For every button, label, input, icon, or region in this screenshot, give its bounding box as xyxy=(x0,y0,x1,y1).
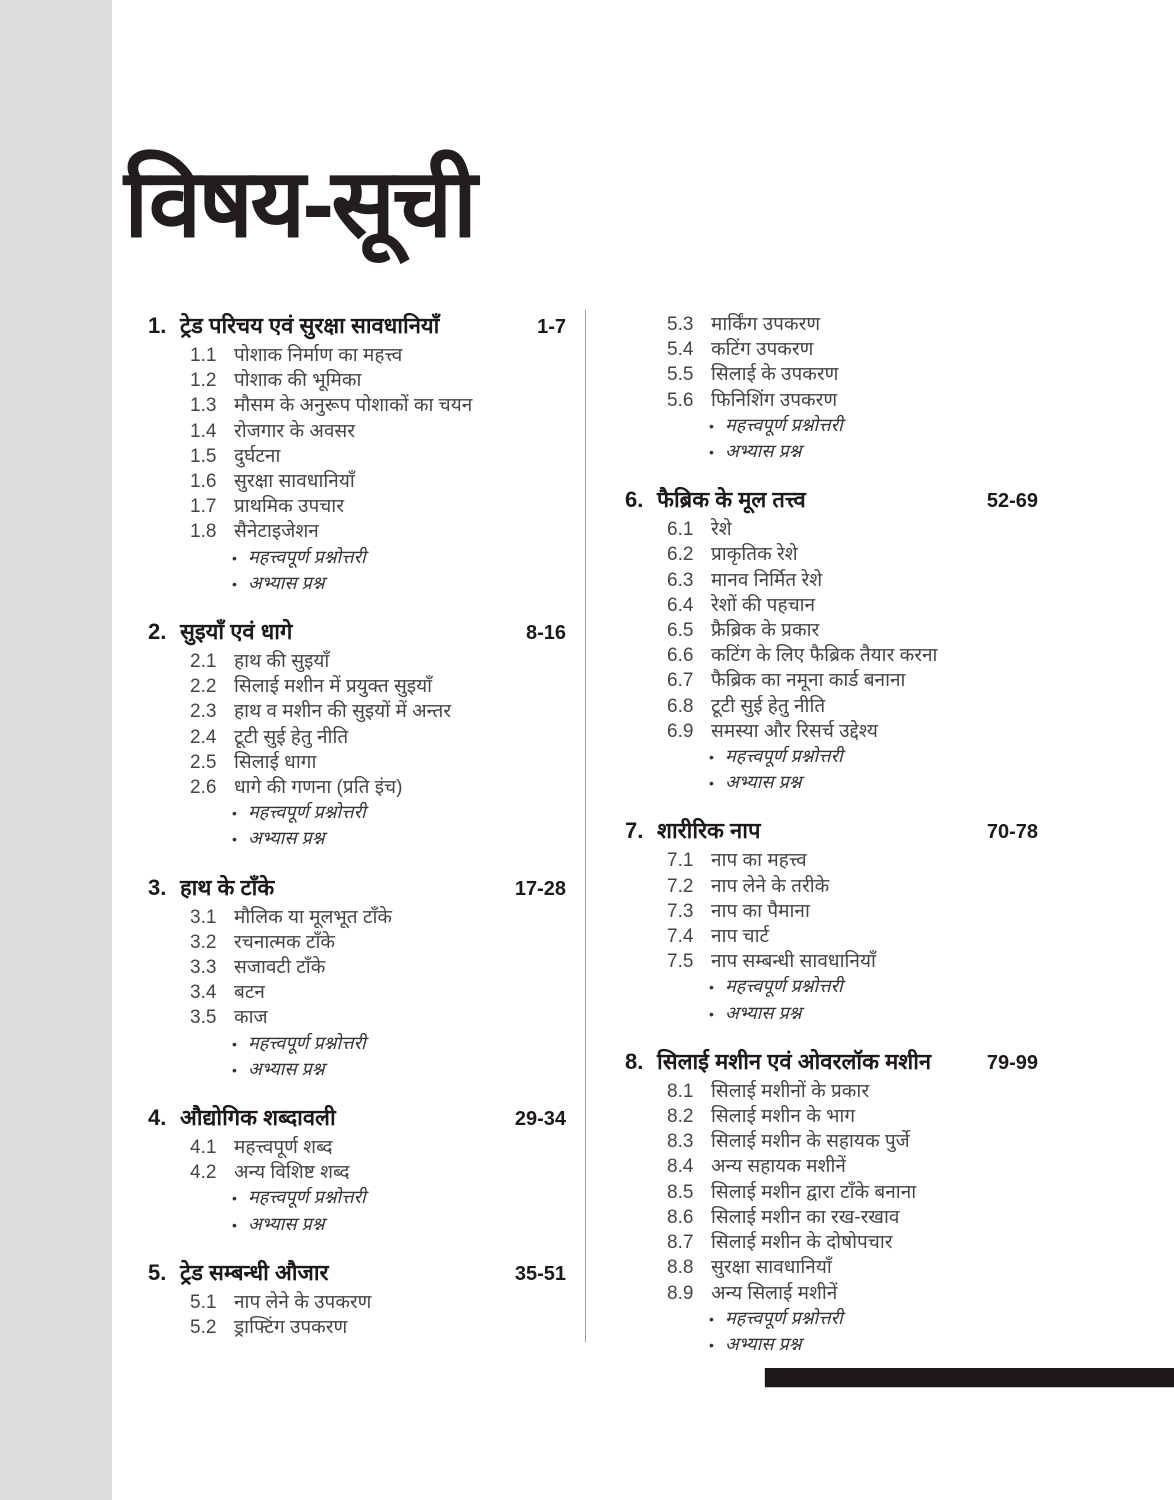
toc-item xyxy=(625,924,1038,949)
item-label: दुर्घटना xyxy=(234,445,281,467)
item-label: नाप सम्बन्धी सावधानियाँ xyxy=(711,951,876,973)
toc-item xyxy=(625,694,1038,719)
toc-item xyxy=(625,593,1038,618)
item-number: 8.6 xyxy=(667,1206,694,1228)
item-label: सुरक्षा सावधानियाँ xyxy=(711,1257,832,1279)
item-number: 2.6 xyxy=(190,777,217,799)
toc-bullet-item xyxy=(148,1185,566,1211)
toc-column-right xyxy=(625,312,1038,1379)
toc-item xyxy=(148,649,566,674)
item-number: 8.7 xyxy=(667,1232,694,1254)
item-label: बटन xyxy=(234,982,265,1004)
toc-item xyxy=(148,930,566,955)
toc-bullet-item xyxy=(625,1306,1038,1332)
chapter-page-range: 35-51 xyxy=(514,1262,566,1285)
item-number: 1.3 xyxy=(190,395,217,417)
item-number: 7.1 xyxy=(667,850,694,872)
toc-bullet-item xyxy=(148,826,566,852)
toc-item xyxy=(148,444,566,469)
toc-chapter xyxy=(625,1048,1038,1358)
bullet-label: अभ्यास प्रश्न xyxy=(248,828,325,849)
item-label: पोशाक निर्माण का महत्त्व xyxy=(234,345,403,366)
item-number: 3.5 xyxy=(190,1007,217,1029)
item-label: सुरक्षा सावधानियाँ xyxy=(234,471,355,493)
toc-bullet-item xyxy=(625,439,1038,465)
item-label: मार्किंग उपकरण xyxy=(711,314,821,335)
item-number: 6.6 xyxy=(667,645,694,667)
chapter-heading xyxy=(148,1104,566,1133)
toc-item xyxy=(148,1135,566,1160)
toc-bullet-item xyxy=(625,770,1038,796)
toc-item xyxy=(148,750,566,775)
item-number: 5.1 xyxy=(190,1291,217,1313)
item-number: 1.2 xyxy=(190,370,217,392)
toc-bullet-item xyxy=(625,744,1038,770)
chapter-heading xyxy=(625,486,1038,515)
bullet-dot-icon: • xyxy=(232,1216,237,1233)
item-label: टूटी सुई हेतु नीति xyxy=(234,726,349,748)
toc-item xyxy=(625,337,1038,362)
toc-item xyxy=(625,1230,1038,1255)
toc-item xyxy=(625,1104,1038,1129)
item-number: 2.5 xyxy=(190,751,217,773)
toc-item xyxy=(625,848,1038,873)
item-label: समस्या और रिसर्च उद्देश्य xyxy=(711,720,878,742)
chapter-title: ट्रेड परिचय एवं सुरक्षा सावधानियाँ xyxy=(180,313,440,338)
item-number: 8.3 xyxy=(667,1131,694,1153)
bullet-label: अभ्यास प्रश्न xyxy=(725,772,802,793)
item-label: अन्य सिलाई मशीनें xyxy=(711,1282,838,1304)
toc-item xyxy=(148,1005,566,1030)
chapter-number: 5. xyxy=(148,1259,167,1285)
bullet-label: महत्त्वपूर्ण प्रश्नोत्तरी xyxy=(725,976,843,997)
item-number: 1.7 xyxy=(190,496,217,518)
toc-chapter xyxy=(148,618,566,853)
item-number: 1.1 xyxy=(190,345,217,366)
item-label: नाप का पैमाना xyxy=(711,900,810,922)
toc-item xyxy=(625,1154,1038,1179)
chapter-heading xyxy=(148,1259,566,1288)
bullet-dot-icon: • xyxy=(232,1035,237,1052)
bullet-dot-icon: • xyxy=(232,805,237,822)
item-number: 6.9 xyxy=(667,720,694,742)
toc-bullet-item xyxy=(625,1001,1038,1027)
toc-item xyxy=(148,393,566,418)
bottom-accent-bar xyxy=(765,1368,1174,1387)
item-label: नाप का महत्त्व xyxy=(711,850,807,872)
chapter-heading xyxy=(625,817,1038,846)
toc-item xyxy=(625,362,1038,387)
item-label: नाप चार्ट xyxy=(711,926,770,948)
item-number: 7.2 xyxy=(667,875,694,897)
item-label: सजावटी टाँके xyxy=(234,957,326,979)
toc-item xyxy=(148,955,566,980)
column-divider xyxy=(585,310,586,1342)
chapter-heading xyxy=(148,312,566,341)
chapter-title: हाथ के टाँके xyxy=(180,874,275,900)
item-label: प्राकृतिक रेशे xyxy=(711,544,798,566)
toc-item xyxy=(625,1180,1038,1205)
bullet-label: अभ्यास प्रश्न xyxy=(248,572,325,593)
chapter-heading xyxy=(148,874,566,903)
item-number: 1.4 xyxy=(190,420,217,442)
toc-item xyxy=(625,949,1038,974)
item-number: 6.4 xyxy=(667,594,694,616)
item-label: मौलिक या मूलभूत टाँके xyxy=(234,906,392,928)
item-label: रेशों की पहचान xyxy=(711,594,816,616)
toc-item xyxy=(148,674,566,699)
item-number: 6.7 xyxy=(667,670,694,692)
bullet-dot-icon: • xyxy=(232,1061,237,1078)
chapter-title: फैब्रिक के मूल तत्त्व xyxy=(657,487,806,513)
item-number: 3.2 xyxy=(190,931,217,953)
item-number: 8.8 xyxy=(667,1257,694,1279)
item-label: अन्य सहायक मशीनें xyxy=(711,1156,846,1178)
toc-chapter xyxy=(625,486,1038,796)
item-number: 2.4 xyxy=(190,726,217,748)
bullet-dot-icon: • xyxy=(709,775,714,792)
toc-item xyxy=(148,368,566,393)
bullet-label: महत्त्वपूर्ण प्रश्नोत्तरी xyxy=(248,1032,366,1053)
toc-bullet-item xyxy=(148,1057,566,1083)
toc-item xyxy=(148,1160,566,1185)
bullet-dot-icon: • xyxy=(709,1310,714,1327)
chapter-number: 6. xyxy=(625,487,644,513)
toc-item xyxy=(625,312,1038,337)
toc-item xyxy=(625,1255,1038,1280)
item-label: अन्य विशिष्ट शब्द xyxy=(234,1162,350,1184)
toc-item xyxy=(148,419,566,444)
item-label: पोशाक की भूमिका xyxy=(234,370,362,392)
item-number: 6.2 xyxy=(667,544,694,566)
item-number: 5.3 xyxy=(667,314,694,335)
bullet-dot-icon: • xyxy=(709,979,714,996)
chapter-heading xyxy=(625,1048,1038,1077)
chapter-number: 3. xyxy=(148,874,167,900)
bullet-label: अभ्यास प्रश्न xyxy=(248,1213,325,1234)
bullet-label: अभ्यास प्रश्न xyxy=(725,441,802,462)
bullet-dot-icon: • xyxy=(232,575,237,592)
chapter-page-range: 52-69 xyxy=(986,490,1038,513)
item-label: सिलाई मशीन के भाग xyxy=(711,1106,856,1128)
bullet-label: महत्त्वपूर्ण प्रश्नोत्तरी xyxy=(725,414,843,435)
toc-item xyxy=(148,905,566,930)
item-number: 8.2 xyxy=(667,1106,694,1128)
toc-chapter-continuation xyxy=(625,312,1038,465)
item-label: सिलाई मशीनों के प्रकार xyxy=(711,1080,870,1102)
item-label: टूटी सुई हेतु नीति xyxy=(711,695,826,717)
toc-item xyxy=(625,618,1038,643)
chapter-page-range: 8-16 xyxy=(525,622,566,645)
item-label: हाथ की सुइयाँ xyxy=(234,651,330,673)
item-number: 6.8 xyxy=(667,695,694,717)
toc-bullet-item xyxy=(148,571,566,597)
toc-item xyxy=(625,1129,1038,1154)
toc-item xyxy=(625,388,1038,413)
chapter-number: 7. xyxy=(625,818,644,844)
item-number: 5.5 xyxy=(667,364,694,386)
item-number: 6.3 xyxy=(667,569,694,591)
toc-item xyxy=(148,699,566,724)
item-number: 2.2 xyxy=(190,676,217,698)
toc-item xyxy=(625,643,1038,668)
bullet-label: महत्त्वपूर्ण प्रश्नोत्तरी xyxy=(248,802,366,823)
chapter-title: औद्योगिक शब्दावली xyxy=(180,1105,336,1131)
item-label: नाप लेने के तरीके xyxy=(711,875,830,897)
item-number: 2.1 xyxy=(190,651,217,673)
toc-bullet-item xyxy=(148,1212,566,1238)
item-label: नाप लेने के उपकरण xyxy=(234,1291,372,1313)
bullet-label: महत्त्वपूर्ण प्रश्नोत्तरी xyxy=(248,546,366,567)
toc-item xyxy=(625,874,1038,899)
item-label: मानव निर्मित रेशे xyxy=(711,569,823,591)
toc-item xyxy=(625,1079,1038,1104)
page-title: विषय-सूची xyxy=(124,151,475,257)
chapter-title: ट्रेड सम्बन्धी औजार xyxy=(180,1259,329,1285)
toc-chapter xyxy=(148,312,566,597)
item-label: रचनात्मक टाँके xyxy=(234,931,335,953)
toc-item xyxy=(625,719,1038,744)
bullet-label: अभ्यास प्रश्न xyxy=(725,1002,802,1023)
chapter-page-range: 70-78 xyxy=(986,821,1038,844)
item-number: 6.5 xyxy=(667,620,694,642)
chapter-title: शारीरिक नाप xyxy=(657,818,761,844)
bullet-dot-icon: • xyxy=(232,549,237,566)
item-number: 5.2 xyxy=(190,1317,217,1339)
toc-item xyxy=(625,568,1038,593)
item-number: 3.1 xyxy=(190,906,217,928)
item-label: कटिंग उपकरण xyxy=(711,339,814,361)
item-number: 1.6 xyxy=(190,471,217,493)
bullet-dot-icon: • xyxy=(232,1190,237,1207)
toc-item xyxy=(625,668,1038,693)
item-number: 4.2 xyxy=(190,1162,217,1184)
toc-chapter xyxy=(148,874,566,1083)
chapter-title: सुइयाँ एवं धागे xyxy=(180,619,293,645)
item-label: सिलाई मशीन का रख-रखाव xyxy=(711,1206,900,1228)
item-label: मौसम के अनुरूप पोशाकों का चयन xyxy=(234,395,473,417)
toc-item xyxy=(625,517,1038,542)
item-number: 5.4 xyxy=(667,339,694,361)
toc-item xyxy=(148,1290,566,1315)
toc-item xyxy=(625,1281,1038,1306)
toc-bullet-item xyxy=(148,800,566,826)
chapter-number: 8. xyxy=(625,1048,644,1074)
item-number: 8.5 xyxy=(667,1181,694,1203)
left-margin-bar xyxy=(0,0,112,1500)
item-label: हाथ व मशीन की सुइयों में अन्तर xyxy=(234,701,452,723)
toc-item xyxy=(625,542,1038,567)
item-label: फिनिशिंग उपकरण xyxy=(711,389,838,411)
item-label: कटिंग के लिए फैब्रिक तैयार करना xyxy=(711,645,938,667)
bullet-dot-icon: • xyxy=(709,749,714,766)
item-number: 8.1 xyxy=(667,1080,694,1102)
bullet-label: अभ्यास प्रश्न xyxy=(248,1058,325,1079)
toc-item xyxy=(148,519,566,544)
toc-chapter xyxy=(148,1104,566,1238)
toc-bullet-item xyxy=(625,413,1038,439)
bullet-label: महत्त्वपूर्ण प्रश्नोत्तरी xyxy=(725,746,843,767)
item-number: 7.3 xyxy=(667,900,694,922)
chapter-number: 4. xyxy=(148,1105,167,1131)
bullet-dot-icon: • xyxy=(232,831,237,848)
item-label: काज xyxy=(234,1007,268,1029)
item-label: फैब्रिक का नमूना कार्ड बनाना xyxy=(711,670,906,692)
item-number: 3.3 xyxy=(190,957,217,979)
item-label: रेशे xyxy=(711,519,732,541)
toc-chapter xyxy=(625,817,1038,1026)
chapter-heading xyxy=(148,618,566,647)
item-label: सिलाई धागा xyxy=(234,751,317,773)
item-label: रोजगार के अवसर xyxy=(234,420,356,442)
chapter-title: सिलाई मशीन एवं ओवरलॉक मशीन xyxy=(657,1048,932,1074)
item-number: 3.4 xyxy=(190,982,217,1004)
bullet-label: महत्त्वपूर्ण प्रश्नोत्तरी xyxy=(725,1307,843,1328)
toc-item xyxy=(148,725,566,750)
chapter-number: 1. xyxy=(148,313,167,338)
item-number: 2.3 xyxy=(190,701,217,723)
chapter-page-range: 17-28 xyxy=(514,877,566,900)
toc-bullet-item xyxy=(625,974,1038,1000)
toc-chapter xyxy=(148,1259,566,1340)
item-label: सिलाई मशीन के दोषोपचार xyxy=(711,1232,893,1254)
item-label: सिलाई के उपकरण xyxy=(711,364,839,386)
bullet-label: महत्त्वपूर्ण प्रश्नोत्तरी xyxy=(248,1187,366,1208)
bullet-dot-icon: • xyxy=(709,444,714,461)
toc-item xyxy=(148,775,566,800)
bullet-label: अभ्यास प्रश्न xyxy=(725,1333,802,1354)
item-label: सिलाई मशीन द्वारा टाँके बनाना xyxy=(711,1181,917,1203)
toc-item xyxy=(148,469,566,494)
toc-bullet-item xyxy=(625,1332,1038,1358)
chapter-number: 2. xyxy=(148,619,167,645)
item-label: प्राथमिक उपचार xyxy=(234,496,344,518)
toc-bullet-item xyxy=(148,545,566,571)
item-number: 8.9 xyxy=(667,1282,694,1304)
item-label: महत्त्वपूर्ण शब्द xyxy=(234,1137,333,1159)
item-label: सिलाई मशीन के सहायक पुर्जे xyxy=(711,1131,910,1153)
item-label: ड्राफ्टिंग उपकरण xyxy=(234,1317,348,1339)
item-label: फ्रैब्रिक के प्रकार xyxy=(711,620,820,642)
toc-item xyxy=(148,1315,566,1340)
item-number: 1.5 xyxy=(190,445,217,467)
toc-item xyxy=(148,980,566,1005)
item-number: 8.4 xyxy=(667,1156,694,1178)
toc-item xyxy=(625,1205,1038,1230)
item-number: 7.5 xyxy=(667,951,694,973)
toc-item xyxy=(148,494,566,519)
chapter-page-range: 29-34 xyxy=(514,1108,566,1131)
toc-bullet-item xyxy=(148,1031,566,1057)
item-label: धागे की गणना (प्रति इंच) xyxy=(234,777,403,799)
bullet-dot-icon: • xyxy=(709,1005,714,1022)
item-number: 7.4 xyxy=(667,926,694,948)
item-label: सैनेटाइजेशन xyxy=(234,521,319,543)
chapter-page-range: 1-7 xyxy=(537,316,566,338)
toc-item xyxy=(148,343,566,368)
item-number: 4.1 xyxy=(190,1137,217,1159)
bullet-dot-icon: • xyxy=(709,1336,714,1353)
item-label: सिलाई मशीन में प्रयुक्त सुइयाँ xyxy=(234,676,433,698)
bullet-dot-icon: • xyxy=(709,417,714,434)
item-number: 6.1 xyxy=(667,519,694,541)
chapter-page-range: 79-99 xyxy=(986,1051,1038,1074)
toc-item xyxy=(625,899,1038,924)
item-number: 1.8 xyxy=(190,521,217,543)
item-number: 5.6 xyxy=(667,389,694,411)
toc-column-left xyxy=(148,312,566,1361)
